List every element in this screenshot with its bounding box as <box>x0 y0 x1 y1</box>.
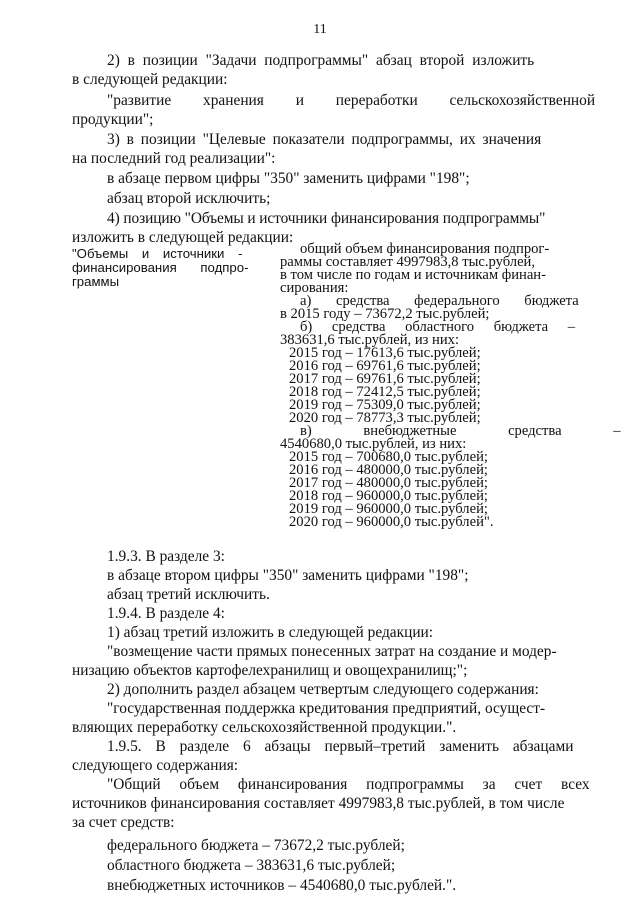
regional-year-2019: 2019 год – 75309,0 тыс.рублей; <box>289 397 481 413</box>
paragraph-replace-350: в абзаце первом цифры "350" заменить цифрами "198"; <box>107 170 470 187</box>
regional-year-2017: 2017 год – 69761,6 тыс.рублей; <box>289 371 481 387</box>
table-left-line-2: финансирования подпро- <box>72 260 249 275</box>
extrabudget-year-2017: 2017 год – 480000,0 тыс.рублей; <box>289 475 488 491</box>
paragraph-item-3-cont: на последний год реализации": <box>72 150 276 167</box>
quote-total-financing-cont-2: за счет средств: <box>72 814 175 831</box>
financing-federal: федерального бюджета – 73672,2 тыс.рублей; <box>107 837 405 854</box>
table-right-federal: а) средства федерального бюджета <box>300 293 579 309</box>
extrabudget-year-2019: 2019 год – 960000,0 тыс.рублей; <box>289 501 488 517</box>
financing-extrabudget: внебюджетных источников – 4540680,0 тыс.рублей.". <box>107 877 457 894</box>
table-right-regional-total: 383631,6 тыс.рублей, из них: <box>280 332 460 348</box>
extrabudget-year-2015: 2015 год – 700680,0 тыс.рублей; <box>289 449 488 465</box>
quote-compensation: "возмещение части прямых понесенных затрат на создание и модер- <box>107 643 557 660</box>
page-number: 11 <box>313 22 327 37</box>
section-1-9-4-item-2: 2) дополнить раздел абзацем четвертым следующего содержания: <box>107 681 539 698</box>
table-left-line-1: "Объемы и источники - <box>72 246 243 261</box>
extrabudget-year-2020: 2020 год – 960000,0 тыс.рублей". <box>289 514 494 530</box>
quote-development-cont: продукции"; <box>72 111 154 128</box>
regional-year-2016: 2016 год – 69761,6 тыс.рублей; <box>289 358 481 374</box>
section-1-9-3: 1.9.3. В разделе 3: <box>107 548 225 565</box>
section-1-9-3-replace: в абзаце втором цифры "350" заменить цифрами "198"; <box>107 567 469 584</box>
paragraph-item-2-cont: в следующей редакции: <box>72 71 228 88</box>
table-right-extrabudget-total: 4540680,0 тыс.рублей, из них: <box>280 436 467 452</box>
table-right-regional: б) средства областного бюджета – <box>300 319 576 335</box>
financing-regional: областного бюджета – 383631,6 тыс.рублей; <box>107 857 396 874</box>
table-right-line-4: сирования: <box>280 280 349 296</box>
quote-state-support: "государственная поддержка кредитования предприятий, осущест- <box>107 700 546 717</box>
quote-total-financing: "Общий объем финансирования подпрограммы за счет всех <box>107 776 590 793</box>
paragraph-item-3: 3) в позиции "Целевые показатели подпрограммы, их значения <box>107 131 542 148</box>
table-right-line-2: раммы составляет 4997983,8 тыс.рублей, <box>280 254 536 270</box>
section-1-9-5: 1.9.5. В разделе 6 абзацы первый–третий заменить абзацами <box>107 738 574 755</box>
paragraph-item-4-cont: изложить в следующей редакции: <box>72 229 294 246</box>
extrabudget-year-2016: 2016 год – 480000,0 тыс.рублей; <box>289 462 488 478</box>
table-left-column <box>72 247 262 289</box>
section-1-9-3-exclude: абзац третий исключить. <box>107 586 270 603</box>
table-right-line-3: в том числе по годам и источникам финан- <box>280 267 546 283</box>
paragraph-exclude: абзац второй исключить; <box>107 190 271 207</box>
table-left-line-3: граммы <box>72 274 120 289</box>
quote-state-support-cont: вляющих переработку сельскохозяйственной продукции.". <box>72 719 457 736</box>
quote-development: "развитие хранения и переработки сельскохозяйственной <box>107 92 596 109</box>
section-1-9-4: 1.9.4. В разделе 4: <box>107 605 225 622</box>
table-right-federal-2015: в 2015 году – 73672,2 тыс.рублей; <box>280 306 490 322</box>
section-1-9-4-item-1: 1) абзац третий изложить в следующей редакции: <box>107 624 434 641</box>
regional-year-2018: 2018 год – 72412,5 тыс.рублей; <box>289 384 481 400</box>
quote-compensation-cont: низацию объектов картофелехранилищ и овощехранилищ;"; <box>72 662 468 679</box>
regional-year-2015: 2015 год – 17613,6 тыс.рублей; <box>289 345 481 361</box>
regional-year-2020: 2020 год – 78773,3 тыс.рублей; <box>289 410 481 426</box>
paragraph-item-2: 2) в позиции "Задачи подпрограммы" абзац второй изложить <box>107 52 535 69</box>
table-right-line-1: общий объем финансирования подпрог- <box>300 241 550 257</box>
table-right-extrabudget: в) внебюджетные средства – <box>300 423 621 439</box>
section-1-9-5-cont: следующего содержания: <box>72 757 239 774</box>
paragraph-item-4: 4) позицию "Объемы и источники финансирования подпрограммы" <box>107 210 546 227</box>
extrabudget-year-2018: 2018 год – 960000,0 тыс.рублей; <box>289 488 488 504</box>
quote-total-financing-cont: источников финансирования составляет 4997983,8 тыс.рублей, в том числе <box>72 795 565 812</box>
